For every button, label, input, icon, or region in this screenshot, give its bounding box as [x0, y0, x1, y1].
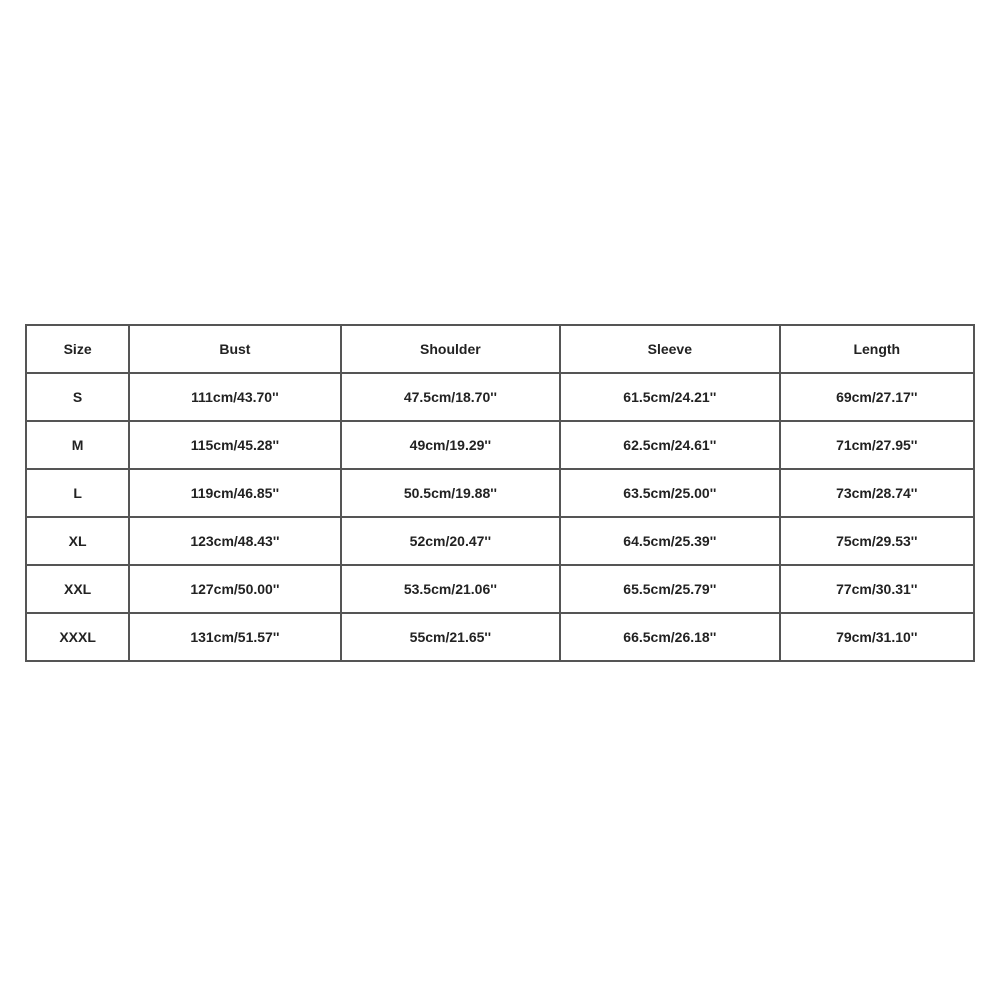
cell-size: S — [26, 373, 129, 421]
header-length: Length — [780, 325, 974, 373]
cell-size: XXXL — [26, 613, 129, 661]
table-row — [26, 565, 974, 613]
cell-size: M — [26, 421, 129, 469]
cell-bust: 111cm/43.70'' — [129, 373, 340, 421]
table-row — [26, 517, 974, 565]
cell-bust: 131cm/51.57'' — [129, 613, 340, 661]
cell-shoulder: 52cm/20.47'' — [341, 517, 560, 565]
cell-bust: 119cm/46.85'' — [129, 469, 340, 517]
cell-shoulder: 49cm/19.29'' — [341, 421, 560, 469]
cell-sleeve: 64.5cm/25.39'' — [560, 517, 779, 565]
table-row — [26, 421, 974, 469]
cell-bust: 123cm/48.43'' — [129, 517, 340, 565]
cell-length: 69cm/27.17'' — [780, 373, 974, 421]
cell-shoulder: 55cm/21.65'' — [341, 613, 560, 661]
cell-sleeve: 63.5cm/25.00'' — [560, 469, 779, 517]
cell-shoulder: 50.5cm/19.88'' — [341, 469, 560, 517]
cell-sleeve: 61.5cm/24.21'' — [560, 373, 779, 421]
header-bust: Bust — [129, 325, 340, 373]
table-row — [26, 613, 974, 661]
table-row — [26, 373, 974, 421]
cell-length: 73cm/28.74'' — [780, 469, 974, 517]
size-chart-table — [25, 324, 975, 662]
cell-length: 79cm/31.10'' — [780, 613, 974, 661]
header-size: Size — [26, 325, 129, 373]
header-shoulder: Shoulder — [341, 325, 560, 373]
cell-bust: 127cm/50.00'' — [129, 565, 340, 613]
header-sleeve: Sleeve — [560, 325, 779, 373]
cell-bust: 115cm/45.28'' — [129, 421, 340, 469]
cell-length: 77cm/30.31'' — [780, 565, 974, 613]
cell-length: 75cm/29.53'' — [780, 517, 974, 565]
header-row — [26, 325, 974, 373]
cell-sleeve: 65.5cm/25.79'' — [560, 565, 779, 613]
cell-shoulder: 53.5cm/21.06'' — [341, 565, 560, 613]
cell-size: XXL — [26, 565, 129, 613]
table-row — [26, 469, 974, 517]
cell-length: 71cm/27.95'' — [780, 421, 974, 469]
cell-sleeve: 66.5cm/26.18'' — [560, 613, 779, 661]
cell-shoulder: 47.5cm/18.70'' — [341, 373, 560, 421]
cell-sleeve: 62.5cm/24.61'' — [560, 421, 779, 469]
cell-size: L — [26, 469, 129, 517]
cell-size: XL — [26, 517, 129, 565]
